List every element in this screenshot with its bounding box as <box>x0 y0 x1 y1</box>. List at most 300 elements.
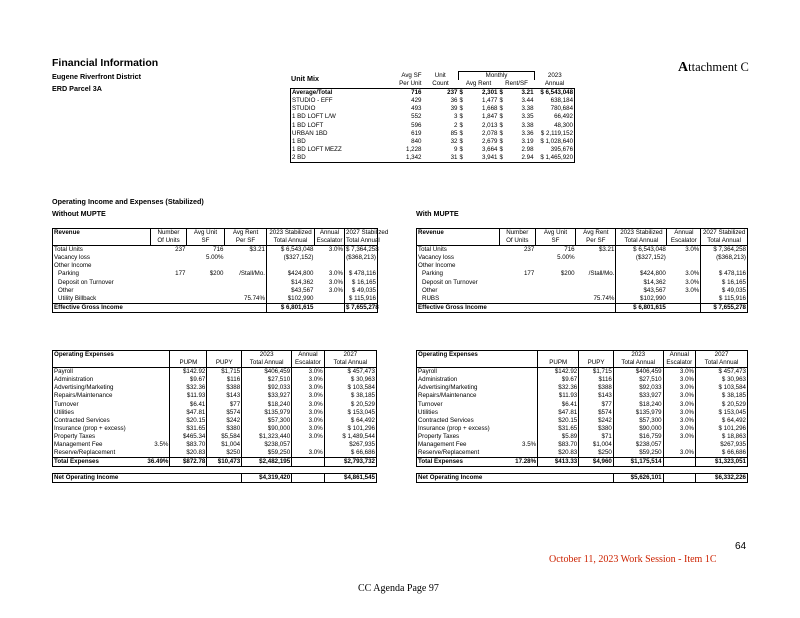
expense-pupy: $388 <box>207 384 242 392</box>
unit-mix-row <box>291 154 575 163</box>
revenue-item-name: Vacancy loss <box>53 254 151 262</box>
expenses-2027-header: 2027 <box>324 351 376 360</box>
expense-row <box>53 409 377 417</box>
expense-row <box>53 392 377 400</box>
egi-2027: $ 7,655,278 <box>701 303 748 312</box>
expense-2027: $ 30,963 <box>696 376 748 384</box>
egi-2027: $ 7,655,278 <box>346 303 379 311</box>
expense-row <box>53 417 377 425</box>
spacer <box>417 467 748 474</box>
agenda-page-label: CC Agenda Page 97 <box>358 583 439 594</box>
egi-2023: $ 6,801,615 <box>616 303 667 312</box>
expenses-pupm-header: PUPM <box>538 359 579 368</box>
expense-pct <box>514 401 538 409</box>
unit-rent-per-sf-value: 3.44 <box>521 97 534 105</box>
unit-avg-sf: 1,342 <box>381 154 423 163</box>
revenue-units <box>499 295 535 304</box>
revenue-column-header: Per SF <box>225 237 267 246</box>
revenue-avg-unit <box>187 295 225 304</box>
revenue-label: Revenue <box>417 229 500 238</box>
expense-row <box>417 449 748 458</box>
unit-avg-rent-value: 3,941 <box>482 153 498 161</box>
revenue-avg-rent <box>576 254 616 262</box>
revenue-escalator: 3.0% <box>685 246 700 254</box>
revenue-column-header: Escalator <box>667 237 701 246</box>
revenue-escalator: 3.0% <box>328 270 343 278</box>
unit-annual: $ 2,119,152 <box>535 130 575 138</box>
revenue-avg-rent <box>576 287 616 295</box>
revenue-row <box>417 287 748 295</box>
unit-annual: 48,300 <box>535 122 575 130</box>
expense-row <box>53 376 377 384</box>
expense-escalator <box>663 441 695 449</box>
expense-pct <box>146 368 170 377</box>
expense-pct <box>514 376 538 384</box>
revenue-units: 237 <box>523 246 535 254</box>
expense-pupm: $32.36 <box>170 384 207 392</box>
unit-count: 3 <box>454 113 458 121</box>
expense-pupy: $77 <box>579 401 614 409</box>
revenue-2027 <box>345 262 378 270</box>
expenses-escalator-header: Annual <box>663 351 695 360</box>
expense-2023: $135,979 <box>242 409 292 417</box>
expense-pupm: $31.65 <box>538 425 579 433</box>
revenue-column-header: Total Annual <box>267 237 315 246</box>
spacer <box>53 467 377 474</box>
attachment-label: Attachment C <box>678 60 749 75</box>
expenses-header-row <box>53 351 377 360</box>
revenue-2027: ($368,213) <box>346 254 376 262</box>
revenue-2027 <box>701 262 748 270</box>
expense-pupy: $250 <box>579 449 614 458</box>
unit-mix-row <box>291 146 575 154</box>
unit-avg-sf: 596 <box>411 121 422 129</box>
unit-avg-rent-value: 2,078 <box>482 129 498 137</box>
revenue-total-row <box>53 303 378 312</box>
expense-item-name: Property Taxes <box>417 433 514 441</box>
revenue-row <box>417 270 748 278</box>
expense-2023: $27,510 <box>613 376 663 384</box>
expense-pupy: $71 <box>579 433 614 441</box>
expense-pupy: $143 <box>207 392 242 400</box>
revenue-units <box>499 287 535 295</box>
expense-pct <box>514 368 538 377</box>
um-header-monthly: Monthly <box>459 72 535 81</box>
unit-mix-row <box>291 130 575 138</box>
revenue-column-header: Total Annual <box>616 237 667 246</box>
expense-pupy: $250 <box>207 449 242 458</box>
revenue-row <box>53 246 378 255</box>
revenue-row <box>53 270 378 278</box>
expense-pct <box>146 425 170 433</box>
unit-annual: 66,492 <box>535 113 575 121</box>
expense-pupm: $142.92 <box>170 368 207 377</box>
expense-row <box>53 449 377 458</box>
expense-2023: $92,033 <box>242 384 292 392</box>
expense-escalator: 3.0% <box>292 409 325 417</box>
expense-pupm: $6.41 <box>538 401 579 409</box>
revenue-2027: $ 49,035 <box>345 287 378 295</box>
unit-avg-sf: 619 <box>411 129 422 137</box>
unit-rent-per-sf: $ 3.19 <box>499 137 534 145</box>
expense-2023: $27,510 <box>242 376 292 384</box>
revenue-avg-unit <box>535 262 575 270</box>
unit-mix-row <box>291 138 575 146</box>
expense-escalator <box>292 441 325 449</box>
expense-item-name: Repairs/Maintenance <box>53 392 147 400</box>
revenue-escalator <box>667 254 701 262</box>
expense-pct <box>146 376 170 384</box>
expense-pupy: $1,004 <box>579 441 614 449</box>
revenue-avg-rent: /Stall/Mo. <box>588 270 615 278</box>
revenue-column-header: Total Annual <box>701 237 748 246</box>
revenue-column-header: Avg Unit <box>535 229 575 238</box>
revenue-column-header: Avg Unit <box>187 229 225 238</box>
expenses-table-without-mupte <box>52 350 377 483</box>
expenses-2023-header: Total Annual <box>242 359 292 368</box>
expense-2023: $406,459 <box>613 368 663 377</box>
expense-2027: $ 457,473 <box>324 368 376 377</box>
expense-item-name: Property Taxes <box>53 433 147 441</box>
revenue-units <box>151 262 187 270</box>
expense-2023: $16,759 <box>613 433 663 441</box>
expense-row <box>53 384 377 392</box>
revenue-avg-unit <box>187 287 225 295</box>
attachment-label-text: ttachment C <box>688 60 749 74</box>
total-expenses-label: Total Expenses <box>417 458 514 467</box>
unit-rent-per-sf: $ 3.35 <box>499 113 534 121</box>
um-header-avgrent: Avg Rent <box>465 80 492 88</box>
expenses-header-row <box>417 351 748 360</box>
expense-row <box>417 376 748 384</box>
expense-pct <box>146 384 170 392</box>
unit-type-name: 2 BD <box>291 154 381 163</box>
expense-row <box>417 433 748 441</box>
revenue-row <box>417 254 748 262</box>
revenue-escalator: 3.0% <box>685 278 700 286</box>
expense-pupm: $31.65 <box>170 425 207 433</box>
revenue-column-header: Per SF <box>576 237 616 246</box>
expense-pupm: $9.67 <box>170 376 207 384</box>
unit-avg-sf: 429 <box>411 97 422 105</box>
unit-avg-sf: 552 <box>411 113 422 121</box>
revenue-row <box>417 279 748 287</box>
expense-pct <box>514 384 538 392</box>
unit-mix-row <box>291 105 575 113</box>
expense-row <box>53 425 377 433</box>
noi-2027: $4,861,545 <box>324 474 376 483</box>
expense-item-name: Advertising/Marketing <box>53 384 147 392</box>
noi-label: Net Operating Income <box>417 474 614 483</box>
total-expenses-pct: 36.49% <box>147 458 169 466</box>
unit-count: 32 <box>450 137 458 145</box>
unit-annual: $ 6,543,048 <box>535 89 575 98</box>
expense-2023: $238,057 <box>242 441 292 449</box>
expense-pupm: $20.83 <box>170 449 207 458</box>
unit-avg-rent-value: 2,679 <box>482 137 498 145</box>
expense-2023: $135,979 <box>613 409 663 417</box>
unit-count: 39 <box>450 105 458 113</box>
unit-count: 9 <box>454 145 458 153</box>
unit-count: 36 <box>450 97 458 105</box>
unit-avg-sf: 716 <box>381 89 423 98</box>
expense-item-name: Management Fee <box>53 441 147 449</box>
expenses-blank <box>146 359 170 368</box>
revenue-avg-unit <box>187 279 225 287</box>
revenue-avg-rent: 75.74% <box>593 294 615 302</box>
unit-rent-per-sf: $ 3.38 <box>499 121 534 129</box>
unit-avg-rent-value: 3,664 <box>482 145 498 153</box>
expense-row <box>53 433 377 441</box>
unit-rent-per-sf-value: 3.36 <box>521 129 534 137</box>
unit-mix-row <box>291 89 575 98</box>
parcel-name: ERD Parcel 3A <box>52 84 102 93</box>
expenses-2023-header: 2023 <box>613 351 663 360</box>
expense-2023: $59,250 <box>613 449 663 458</box>
expense-row <box>417 417 748 425</box>
expenses-blank <box>146 351 170 360</box>
revenue-avg-rent <box>225 279 267 287</box>
expense-pupm: $9.67 <box>538 376 579 384</box>
expense-2027: $ 153,045 <box>696 409 748 417</box>
expense-item-name: Utilities <box>53 409 147 417</box>
revenue-item-name: Parking <box>417 270 500 278</box>
expense-row <box>53 368 377 377</box>
revenue-avg-rent: $3.21 <box>249 246 265 254</box>
expense-2027: $ 64,492 <box>696 417 748 425</box>
expense-pct: 3.5% <box>154 441 169 449</box>
unit-mix-table <box>290 71 575 163</box>
unit-type-name: 1 BD LOFT L/W <box>291 113 381 121</box>
noi-label: Net Operating Income <box>53 474 242 483</box>
expense-escalator: 3.0% <box>663 392 695 400</box>
expense-2023: $92,033 <box>613 384 663 392</box>
revenue-escalator: 3.0% <box>685 270 700 278</box>
unit-avg-rent: $ 1,477 <box>459 97 498 105</box>
noi-2023: $5,626,101 <box>613 474 663 483</box>
unit-type-name: 1 BD LOFT MEZZ <box>291 146 381 154</box>
revenue-column-header: Avg Rent <box>225 229 267 238</box>
revenue-units: 177 <box>175 270 186 278</box>
expense-pupy: $143 <box>579 392 614 400</box>
unit-avg-rent: $ 1,668 <box>459 105 498 113</box>
revenue-units <box>151 295 187 304</box>
revenue-table-without-mupte <box>52 228 389 313</box>
revenue-row <box>417 262 748 270</box>
expense-escalator: 3.0% <box>292 417 325 425</box>
expense-pupy: $77 <box>207 401 242 409</box>
expense-item-name: Contracted Services <box>53 417 147 425</box>
expense-pupm: $20.15 <box>170 417 207 425</box>
unit-rent-per-sf: $ 3.21 <box>499 89 534 97</box>
revenue-2023: $424,800 <box>616 270 667 278</box>
expense-pct <box>146 417 170 425</box>
expense-2027: $ 103,584 <box>324 384 376 392</box>
unit-rent-per-sf-value: 3.19 <box>521 137 534 145</box>
expenses-2027-header: Total Annual <box>696 359 748 368</box>
expense-pupm: $11.93 <box>170 392 207 400</box>
expense-2027: $ 101,296 <box>324 425 376 433</box>
expense-pct <box>514 433 538 441</box>
revenue-item-name: Deposit on Turnover <box>417 279 500 287</box>
expense-pct <box>514 409 538 417</box>
egi-blank <box>315 303 345 312</box>
revenue-avg-unit: $200 <box>209 270 224 278</box>
total-expenses-blank <box>663 458 695 467</box>
unit-mix-row <box>291 113 575 121</box>
revenue-column-header: 2023 Stabilized <box>616 229 667 238</box>
revenue-table-with-mupte <box>416 228 748 313</box>
expense-item-name: Reserve/Replacement <box>417 449 514 458</box>
unit-avg-rent-value: 2,301 <box>482 89 498 97</box>
expense-2023: $90,000 <box>613 425 663 433</box>
expense-2027: $ 30,963 <box>324 376 376 384</box>
expense-2027: $ 66,686 <box>324 449 376 458</box>
revenue-avg-unit <box>187 262 225 270</box>
expense-escalator: 3.0% <box>663 368 695 377</box>
revenue-2027: $ 115,916 <box>345 295 378 304</box>
expense-row <box>53 401 377 409</box>
total-expenses-pupm: $872.78 <box>170 458 207 467</box>
expense-row <box>417 425 748 433</box>
expense-pct <box>514 425 538 433</box>
unit-rent-per-sf-value: 2.98 <box>521 145 534 153</box>
expense-2023: $59,250 <box>242 449 292 458</box>
expense-escalator: 3.0% <box>663 425 695 433</box>
total-expenses-label: Total Expenses <box>53 458 147 467</box>
revenue-2023: $43,567 <box>267 287 315 295</box>
total-expenses-2027: $2,793,732 <box>324 458 376 467</box>
revenue-header-row <box>417 237 748 246</box>
revenue-avg-rent <box>225 287 267 295</box>
expenses-header-row <box>53 359 377 368</box>
expenses-blank <box>514 359 538 368</box>
unit-mix-row <box>291 122 575 130</box>
expense-2027: $267,935 <box>696 441 748 449</box>
revenue-2027: $ 478,116 <box>345 270 378 278</box>
revenue-column-header: Of Units <box>151 237 187 246</box>
revenue-units: 237 <box>175 246 186 254</box>
revenue-avg-unit: 716 <box>213 246 224 254</box>
expense-pupy: $1,004 <box>207 441 242 449</box>
expenses-label: Operating Expenses <box>53 351 147 360</box>
revenue-item-name: Other Income <box>417 262 500 270</box>
revenue-units <box>499 279 535 287</box>
expense-2023: $18,240 <box>613 401 663 409</box>
unit-annual: 395,676 <box>535 146 575 154</box>
expense-2023: $33,927 <box>242 392 292 400</box>
unit-count: 85 <box>450 129 458 137</box>
unit-rent-per-sf-value: 3.38 <box>521 121 534 129</box>
revenue-escalator <box>667 262 701 270</box>
expense-pupm: $465.34 <box>170 433 207 441</box>
expenses-2027-header: Total Annual <box>324 359 376 368</box>
expense-pct <box>146 392 170 400</box>
revenue-units <box>151 279 187 287</box>
expense-item-name: Reserve/Replacement <box>53 449 147 458</box>
um-header-avgsf: Avg SF <box>401 71 422 79</box>
unit-annual: $ 1,465,920 <box>535 154 575 163</box>
noi-blank <box>292 474 325 483</box>
unit-count: 2 <box>454 121 458 129</box>
unit-rent-per-sf: $ 3.36 <box>499 129 534 137</box>
expense-2027: $ 103,584 <box>696 384 748 392</box>
revenue-2023: $43,567 <box>616 287 667 295</box>
expense-escalator: 3.0% <box>292 376 325 384</box>
revenue-avg-unit: 5.00% <box>557 254 575 262</box>
revenue-column-header: Annual <box>667 229 701 238</box>
total-expenses-pupy: $4,960 <box>579 458 614 467</box>
revenue-2027: $ 16,165 <box>701 279 748 287</box>
unit-avg-rent: $ 2,078 <box>459 129 498 137</box>
expense-escalator: 3.0% <box>663 417 695 425</box>
expense-pupm: $20.15 <box>538 417 579 425</box>
revenue-item-name: Other <box>417 287 500 295</box>
expense-pupm: $47.81 <box>538 409 579 417</box>
expense-item-name: Management Fee <box>417 441 514 449</box>
expense-pupm: $6.41 <box>170 401 207 409</box>
expense-2023: $406,459 <box>242 368 292 377</box>
work-session-label: October 11, 2023 Work Session - Item 1C <box>549 554 717 565</box>
expenses-escalator-header: Escalator <box>292 359 325 368</box>
egi-label: Effective Gross Income <box>417 303 616 312</box>
expenses-blank <box>417 359 514 368</box>
revenue-header-row <box>417 229 748 238</box>
expenses-2023-header: Total Annual <box>613 359 663 368</box>
egi-blank <box>667 303 701 312</box>
um-header-perunit: Per Unit <box>399 80 422 88</box>
revenue-column-header: Of Units <box>499 237 535 246</box>
expense-item-name: Utilities <box>417 409 514 417</box>
expenses-header-row <box>417 359 748 368</box>
revenue-item-name: Total Units <box>53 246 151 255</box>
revenue-2027: $ 49,035 <box>701 287 748 295</box>
expenses-blank <box>538 351 579 360</box>
noi-row <box>53 474 377 483</box>
revenue-avg-rent: 75.74% <box>244 294 265 302</box>
expense-escalator: 3.0% <box>663 409 695 417</box>
unit-annual: 638,184 <box>535 97 575 105</box>
expenses-blank <box>579 351 614 360</box>
revenue-escalator <box>667 295 701 304</box>
expense-row <box>417 368 748 377</box>
revenue-escalator <box>315 295 345 304</box>
noi-blank <box>663 474 695 483</box>
um-header-year: 2023 <box>547 71 562 79</box>
revenue-units <box>151 254 187 262</box>
revenue-avg-unit: $200 <box>560 270 575 278</box>
expense-pupm: $32.36 <box>538 384 579 392</box>
revenue-item-name: Deposit on Turnover <box>53 279 151 287</box>
revenue-avg-rent <box>225 254 267 262</box>
revenue-escalator: 3.0% <box>328 286 343 294</box>
expense-2027: $ 153,045 <box>324 409 376 417</box>
revenue-escalator <box>315 254 345 262</box>
expenses-pupm-header: PUPM <box>170 359 207 368</box>
total-expenses-2023: $2,482,195 <box>242 458 292 467</box>
expense-pupy: $574 <box>207 409 242 417</box>
revenue-avg-unit: 5.00% <box>205 254 224 262</box>
revenue-2023: $14,362 <box>267 279 315 287</box>
revenue-2023: ($327,152) <box>616 254 667 262</box>
expense-pupy: $1,715 <box>579 368 614 377</box>
expenses-pupy-header: PUPY <box>579 359 614 368</box>
expenses-escalator-header: Escalator <box>663 359 695 368</box>
unit-rent-per-sf: $ 2.98 <box>499 145 534 153</box>
revenue-avg-rent: /Stall/Mo. <box>239 270 265 278</box>
egi-2023: $ 6,801,615 <box>267 303 315 312</box>
revenue-avg-rent <box>576 279 616 287</box>
